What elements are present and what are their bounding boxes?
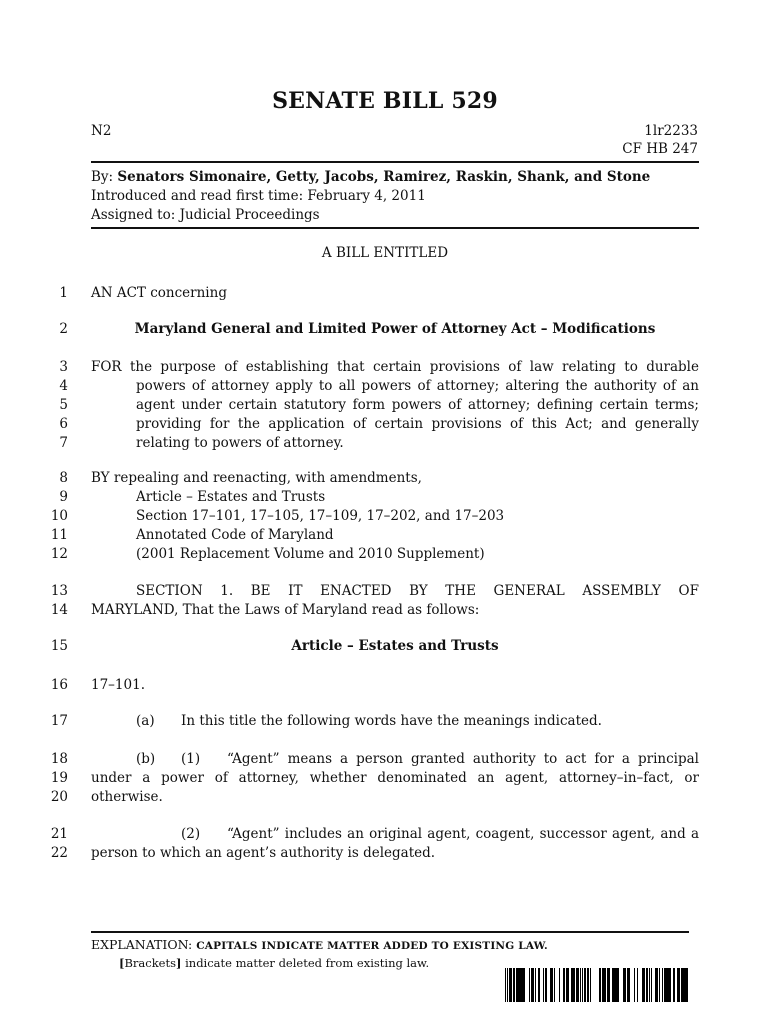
line-number: 19: [50, 770, 68, 786]
line-number: 17: [50, 713, 68, 729]
enacting-clause: SECTION 1. BE IT ENACTED BY THE GENERAL ASSEMBLY OF: [136, 583, 699, 599]
purpose-line: relating to powers of attorney.: [136, 435, 344, 451]
section-number: 17–101.: [91, 677, 145, 693]
explanation-brackets: [Brackets] indicate matter deleted from existing law.: [119, 956, 430, 970]
subsection-text: In this title the following words have the meanings indicated.: [181, 713, 602, 729]
bill-draft-number: 1lr2233: [644, 123, 698, 139]
paragraph-text-cont: otherwise.: [91, 789, 163, 805]
sponsor-block: [91, 168, 650, 225]
cross-file-number: CF HB 247: [622, 141, 698, 157]
assigned-line: Assigned to: Judicial Proceedings: [91, 207, 320, 223]
bill-title: SENATE BILL 529: [272, 88, 498, 114]
bill-code-right: [622, 122, 698, 158]
sponsor-names: Senators Simonaire, Getty, Jacobs, Ramirez, Raskin, Shank, and Stone: [117, 169, 651, 185]
code-reference: Annotated Code of Maryland: [136, 527, 334, 543]
bill-entitled: A BILL ENTITLED: [321, 245, 449, 261]
line-number: 21: [50, 826, 68, 842]
subsection-label: (b): [136, 751, 156, 767]
line-number: 1: [59, 285, 68, 301]
paragraph-label: (2): [181, 826, 201, 842]
line-number: 20: [50, 789, 68, 805]
purpose-line: FOR the purpose of establishing that certain provisions of law relating to durable: [91, 359, 699, 375]
section-reference: Section 17–101, 17–105, 17–109, 17–202, and 17–203: [136, 508, 505, 524]
purpose-line: agent under certain statutory form powers of attorney; defining certain terms;: [136, 397, 699, 413]
line-number: 22: [50, 845, 68, 861]
paragraph-text: “Agent” means a person granted authority to act for a principal: [227, 751, 699, 767]
line-number: 2: [59, 321, 68, 337]
header-rule-bottom: [91, 227, 699, 229]
paragraph-text-cont: under a power of attorney, whether denominated an agent, attorney–in–fact, or: [91, 770, 699, 786]
repealing-line: BY repealing and reenacting, with amendments,: [91, 470, 422, 486]
line-number: 16: [50, 677, 68, 693]
subsection-label: (a): [136, 713, 155, 729]
line-number: 3: [59, 359, 68, 375]
line-number: 6: [59, 416, 68, 432]
volume-reference: (2001 Replacement Volume and 2010 Supplement): [136, 546, 485, 562]
line-number: 4: [59, 378, 68, 394]
explanation-capitals: EXPLANATION: CAPITALS INDICATE MATTER ADDED TO EXISTING LAW.: [91, 937, 548, 952]
line-number: 8: [59, 470, 68, 486]
line-number: 15: [50, 638, 68, 654]
subsection-b1: [91, 750, 699, 769]
barcode-icon: [505, 968, 695, 1002]
bill-short-title: Maryland General and Limited Power of Attorney Act – Modifications: [134, 321, 656, 337]
line-number: 14: [50, 602, 68, 618]
sponsors-line: By: Senators Simonaire, Getty, Jacobs, Ramirez, Raskin, Shank, and Stone: [91, 169, 651, 185]
header-rule-top: [91, 161, 699, 163]
introduced-line: Introduced and read first time: February 4, 2011: [91, 188, 426, 204]
article-reference: Article – Estates and Trusts: [136, 489, 326, 505]
paragraph-text: “Agent” includes an original agent, coagent, successor agent, and a: [227, 826, 699, 842]
footer-rule: [91, 931, 689, 933]
act-concerning: AN ACT concerning: [91, 285, 227, 301]
line-number: 13: [50, 583, 68, 599]
subsection-b2: [91, 825, 699, 844]
enacting-clause-cont: MARYLAND, That the Laws of Maryland read as follows:: [91, 602, 480, 618]
line-number: 9: [59, 489, 68, 505]
line-number: 12: [50, 546, 68, 562]
line-number: 5: [59, 397, 68, 413]
line-number: 11: [50, 527, 68, 543]
line-number: 18: [50, 751, 68, 767]
article-heading: Article – Estates and Trusts: [291, 638, 499, 654]
line-number: 10: [50, 508, 68, 524]
line-number: 7: [59, 435, 68, 451]
bill-code-left: N2: [91, 123, 112, 139]
paragraph-text-cont: person to which an agent’s authority is delegated.: [91, 845, 436, 861]
purpose-line: providing for the application of certain provisions of this Act; and generally: [136, 416, 699, 432]
purpose-line: powers of attorney apply to all powers of attorney; altering the authority of an: [136, 378, 699, 394]
paragraph-label: (1): [181, 751, 201, 767]
